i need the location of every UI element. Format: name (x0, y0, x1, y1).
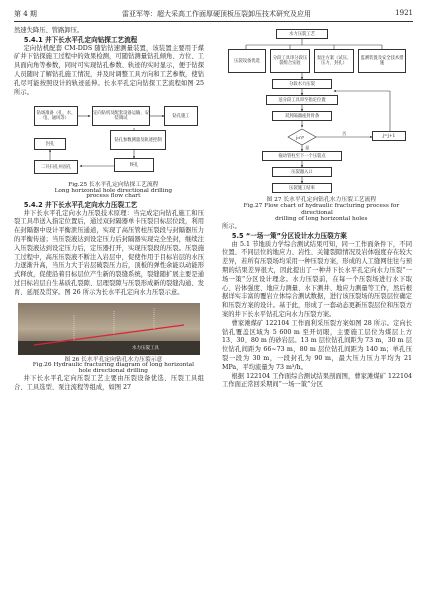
node-tool-test: 分段工具串分段压裂组合实验 (270, 49, 310, 73)
paragraph: 井下长水平孔定向水力压裂技术原理：当完成定向钻孔施工和压裂工具串送入指定位置后，通过双封隔器单卡压裂目标层位段，利用在封隔器中设计平衡泄压通道，实现了高压管柱压裂段与封隔器压力的平衡传递；当压裂液达到设定压力后封隔器实现完全坐封，继续注入压裂液达到设定压力后，定压器打开，实现压裂段的压裂。压裂施工过程中，高压压裂液不断注入岩层中，促使作用于目标岩层的水压力逐渐升高，当压力大于岩层破裂压力后，顶板的弹性余能以动能形式释放，促使沿着目标层位产生新的裂缝系统，裂缝随扩展主要是通过目标岩层自生基质孔裂隙、层理裂隙与压裂形成新的裂缝沟通、发育、延展及贯穿。图 26 所示为长水平孔定向水力压裂示意。 (14, 209, 204, 296)
step-equipment-install: 定向钻机及配套设备运输、安装调试 (92, 106, 150, 126)
yes-label: 是 (305, 145, 310, 150)
node-process: 水力压裂工艺 (276, 29, 328, 39)
step-site-preparation: 钻场准备（孔、水、电、通风等） (34, 106, 78, 126)
section-heading-5-4-2: 5.4.2 井下长水平孔定向水力压裂工艺 (23, 200, 138, 209)
tool-label: 水力压裂工具 (132, 344, 159, 350)
paragraph: 曹家滩煤矿 122104 工作面利采压裂方案如图 28 所示。定向长钻孔覆盖区域为 5 600 m 至开切眼，主要施工层位为煤层上方 13、30、80 m 的砂岩层。13 m 层位钻孔间距为 73 m，30 m 层位钻孔间距为 66~73 m，80 m 层位钻孔间距为 140 m；单孔压裂一段为 30 m，一段封孔为 90 m，最大压力压力平均为 21 MPa，平均流量为 73 m³/h。 (222, 319, 412, 371)
figure-25-caption-en-2: process flow chart (86, 193, 141, 200)
fracturing-diagram (14, 301, 204, 357)
figure-25-caption: Fig.25 长水平孔定向钻探工艺流程 (68, 182, 159, 189)
paragraph: 然速失降压、管路卸压。 (14, 27, 84, 34)
right-column (222, 27, 412, 390)
section-heading-5-5: 5.5 “一场一策”分区设计水力压裂方案 (231, 231, 347, 240)
paragraph: 井下长水平孔定向压裂工艺主要由压裂设备优选、压裂工具组合、工具选型、泵注流程等组成，如图 27 (14, 375, 204, 391)
node-staged: 分段水力压裂 (272, 79, 332, 89)
paragraph: 根据 122104 工作面综合测试结果剖面图，曹家滩煤矿 122104 工作面正常回采期间“一场一策”分区 (222, 372, 412, 389)
figure-27-caption: 图 27 长水平孔定向钻孔水力压裂工艺流程 (266, 197, 377, 203)
figure-27-flowchart (222, 27, 412, 197)
decision-label: j=n? (295, 135, 305, 140)
figure-26-diagram (14, 301, 204, 357)
figure-25-flowchart (14, 100, 204, 182)
figure-26-caption: 图 26 长水平孔定向钻孔水力压裂示意 (64, 356, 163, 363)
node-pumping: 泵注方案（试压、压力、封孔） (314, 49, 354, 73)
figure-26-caption-en: Fig.26 Hydraulic fracturing diagram of long horizontal (32, 362, 194, 369)
step-reaming: 二开扫孔并固孔 (34, 160, 78, 174)
page-header (14, 7, 413, 22)
node-finish: 压裂施工结束 (272, 183, 332, 193)
issue-number: 第 4 期 (14, 10, 37, 18)
step-drilling: 钻孔施工 (164, 106, 198, 126)
node-entry: 压裂器入口 (272, 167, 332, 177)
figure-26-caption-en-2: hole directional drilling (78, 367, 148, 374)
page-number: 1921 (395, 9, 413, 17)
node-packer-seat: 双封隔器座封骨条 (272, 111, 332, 121)
node-monitoring: 监测装置及安全技术措施 (358, 49, 406, 73)
running-title: 雷亚军等：超大采高工作面厚硬顶板压裂卸压技术研究及应用 (122, 10, 311, 18)
figure-25-caption-en: Long horizontal hole directional drilling (54, 187, 173, 194)
node-equipment: 压裂设备优选 (228, 49, 266, 73)
node-drag-string: 拖动管柱至下一个压裂点 (262, 151, 342, 161)
no-label: 否 (342, 131, 347, 136)
paragraph: 定向钻机配套 CM-DDS 随钻钻速测量装置，该装置主要用于煤矿井下钻探施工过程中的效果检测，可随钻测量钻孔倾角、方位、工具面向角等参数，同时可实现钻孔参数、轨迹的实时显示，便于钻探人员随时了解钻孔施工情况，并及时调整工具方向和工艺参数，使钻孔尽可能按照设计的轨迹延伸。长水平孔定向钻探工艺流程如图 25 所示。 (14, 44, 204, 96)
step-final-hole: 终孔 (114, 158, 154, 172)
step-measurement: 钻孔参数测量及轨迹控制 (110, 130, 166, 150)
node-increment: j=j+1 (372, 131, 406, 141)
figure-27-caption-en: Fig.27 Flow chart of hydraulic fracturing process for directional (243, 202, 400, 216)
step-sealing: 封孔 (34, 138, 66, 150)
node-send-tools: 送分段工具串至指定位置 (266, 95, 338, 105)
paragraph: 由 5.1 节地质力学综合测试结果可知，同一工作面条件下，不同位置、不同层位的地应力、岩性、关键裂隙情况及岩体强度存在较大差异，若所有压裂场均采用一种压裂方案，形成的人工缝网往往与预期的结果差异很大，因此提出了一种井下长水平孔定向水力压裂“一场一策”分区设计理念。水力压裂前，在每一个压裂场进行水下取心、岩体强度、地应力测量、水下测井、地应力测量等工作，然后根据详实丰富的覆岩立体综合测试数据，进行该压裂场的压裂层位确定和压裂方案的设计。基于此，形成了一套动态更新压裂层位和压裂方案的井下长水平钻孔定向水力压裂方案。 (222, 240, 412, 318)
figure-27-caption-en-2: drilling of long horizontal holes (275, 215, 368, 222)
section-heading-5-4-1: 5.4.1 井下长水平孔定向钻探工艺流程 (23, 35, 138, 44)
paragraph: 所示。 (222, 223, 241, 230)
left-column (14, 27, 204, 393)
